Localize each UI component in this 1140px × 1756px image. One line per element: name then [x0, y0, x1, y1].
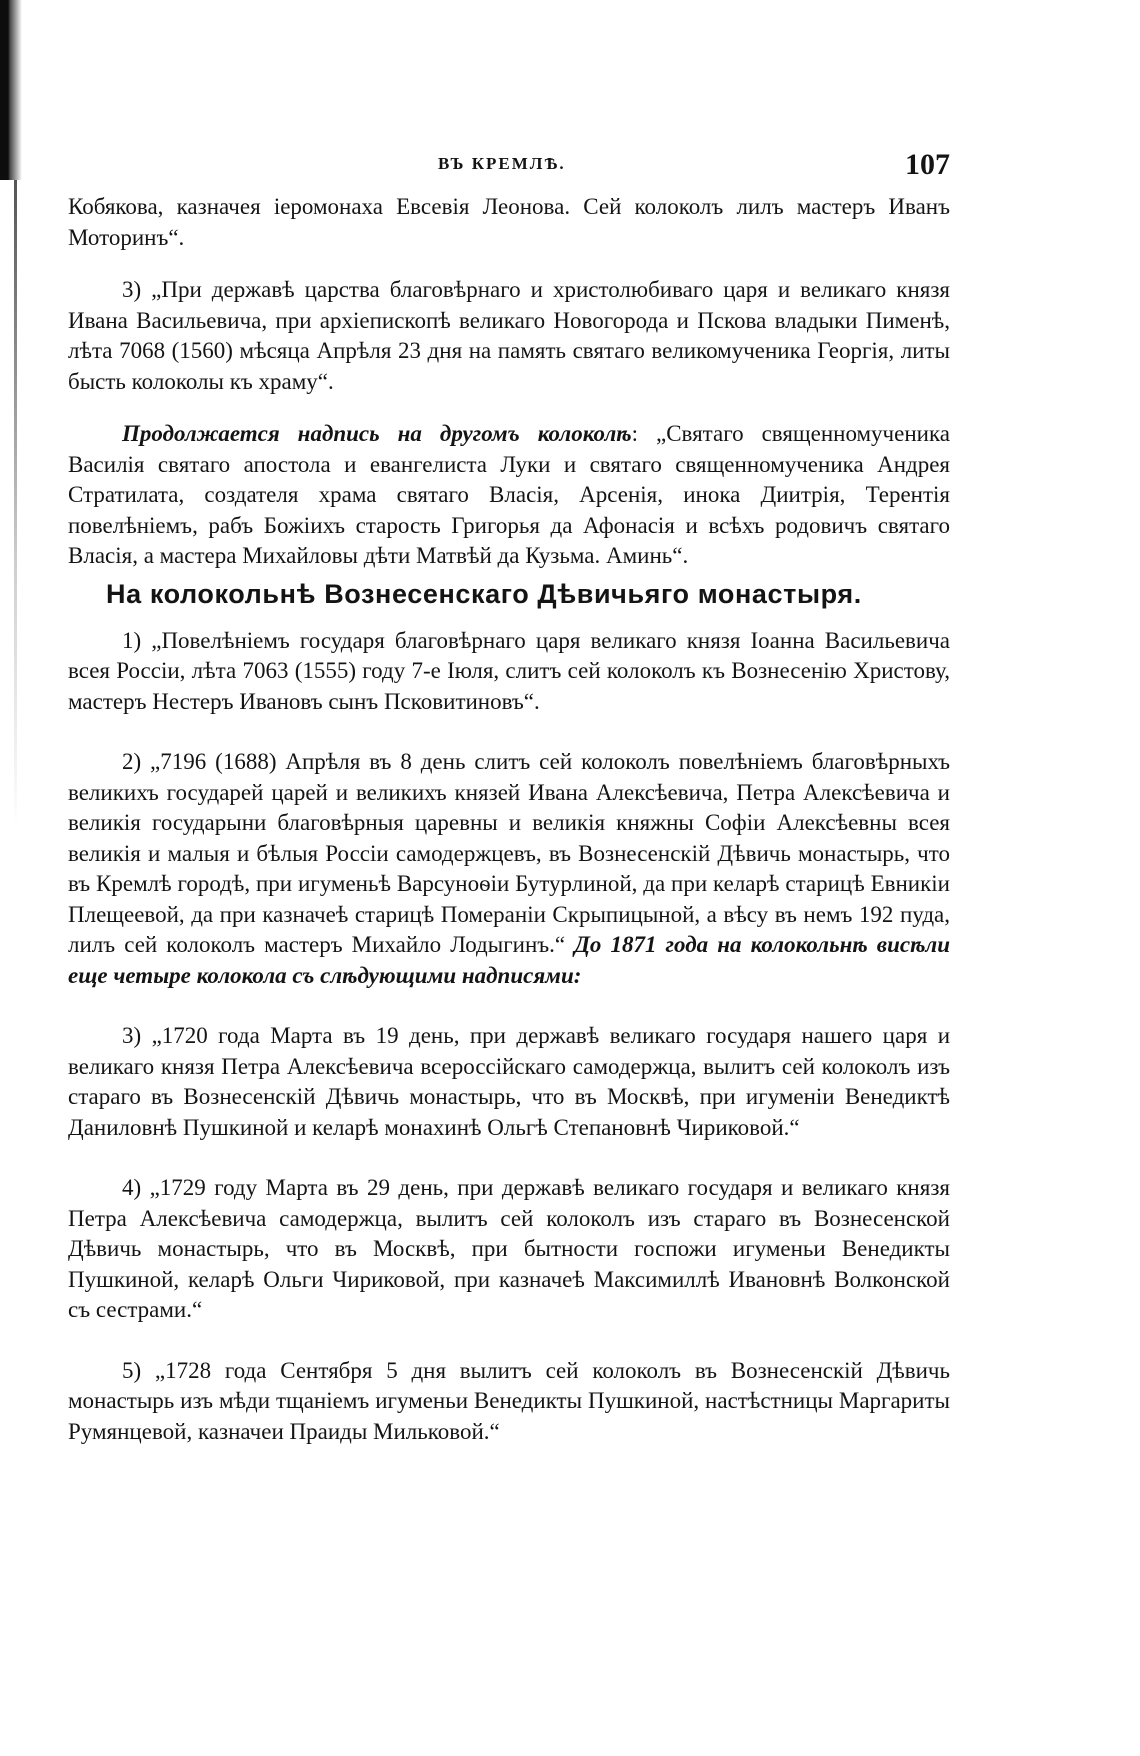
- section-heading: На колокольнѣ Вознесенскаго Дѣвичьяго монастыря.: [106, 578, 862, 609]
- running-head: [68, 148, 950, 192]
- continuation-lead: Продолжается надпись на другомъ колоколѣ: [122, 421, 632, 446]
- running-title: ВЪ КРЕМЛѢ.: [438, 154, 566, 173]
- scan-margin-line: [14, 180, 17, 830]
- continuation-paragraph: [68, 419, 950, 572]
- page-number: 107: [905, 148, 950, 181]
- inscription-entry-2: [68, 747, 950, 991]
- book-page: [68, 148, 950, 1447]
- entry-2-italic-note: До 1871 года на колокольнѣ висѣли еще четыре колокола съ слѣдующими надписями:: [68, 932, 950, 988]
- inscription-entry-4: 4) „1729 году Марта въ 29 день, при державѣ великаго государя и великаго князя Петра Алексѣевича самодержца, вылитъ сей колоколъ изъ стараго въ Вознесенской Дѣвичь монастырь, что въ Москвѣ, при бытности госпожи игуменьи Венедикты Пушкиной, келарѣ Ольги Чириковой, при казначеѣ Максимиллѣ Ивановнѣ Волконской съ сестрами.“: [68, 1175, 950, 1322]
- intro-paragraph: Кобякова, казначея іеромонаха Евсевія Леонова. Сей колоколъ лилъ мастеръ Иванъ Моторинъ“.: [68, 194, 950, 250]
- inscription-item-3: 3) „При державѣ царства благовѣрнаго и христолюбиваго царя и великаго князя Ивана Васильевича, при архіепископѣ великаго Новогорода и Пскова владыки Пименѣ, лѣта 7068 (1560) мѣсяца Апрѣля 23 дня на память святаго великомученика Георгія, литы бысть колоколы къ храму“.: [68, 277, 950, 394]
- continuation-text: : „Святаго священномученика Василія святаго апостола и евангелиста Луки и святаго священномученика Андрея Стратилата, создателя храма святаго Власія, Арсенія, инока Диитрія, Терентія повелѣніемъ, рабъ Божіихъ старость Григорья да Афонасія и всѣхъ родовичъ святаго Власія, а мастера Михайловы дѣти Матвѣй да Кузьма. Аминь“.: [68, 421, 950, 568]
- inscription-entry-5: 5) „1728 года Сентября 5 дня вылитъ сей колоколъ въ Вознесенскій Дѣвичь монастырь изъ мѣди тщаніемъ игуменьи Венедикты Пушкиной, настѣстницы Маргариты Румянцевой, казначеи Праиды Мильковой.“: [68, 1357, 950, 1444]
- entry-2-text: 2) „7196 (1688) Апрѣля въ 8 день слитъ сей колоколъ повелѣніемъ благовѣрныхъ великихъ государей царей и великихъ князей Ивана Алексѣевича, Петра Алексѣевича и великія государыни благовѣрныя царевны и великія княжны Софіи Алексѣевны всея великія и малыя и бѣлыя Россіи самодержцевъ, въ Вознесенскій Дѣвичь монастырь, что въ Кремлѣ городѣ, при игуменьѣ Варсуноѳіи Бутурлиной, да при келарѣ старицѣ Евникіи Плещеевой, да при казначеѣ старицѣ Помераніи Скрыпицыной, а вѣсу въ немъ 192 пуда, лилъ сей колоколъ мастеръ Михайло Лодыгинъ.“: [68, 749, 950, 957]
- inscription-entry-3: 3) „1720 года Марта въ 19 день, при державѣ великаго государя нашего царя и великаго князя Петра Алексѣевича всероссійскаго самодержца, вылитъ сей колоколъ изъ стараго въ Вознесенскій Дѣвичь монастырь, что въ Москвѣ, при игуменіи Венедиктѣ Даниловнѣ Пушкиной и келарѣ монахинѣ Ольгѣ Степановнѣ Чириковой.“: [68, 1023, 950, 1140]
- scan-margin-shadow: [0, 0, 22, 180]
- inscription-entry-1: 1) „Повелѣніемъ государя благовѣрнаго царя великаго князя Іоанна Васильевича всея Россіи, лѣта 7063 (1555) году 7-е Іюля, слитъ сей колоколъ къ Вознесенію Христову, мастеръ Нестеръ Ивановъ сынъ Псковитиновъ“.: [68, 627, 950, 714]
